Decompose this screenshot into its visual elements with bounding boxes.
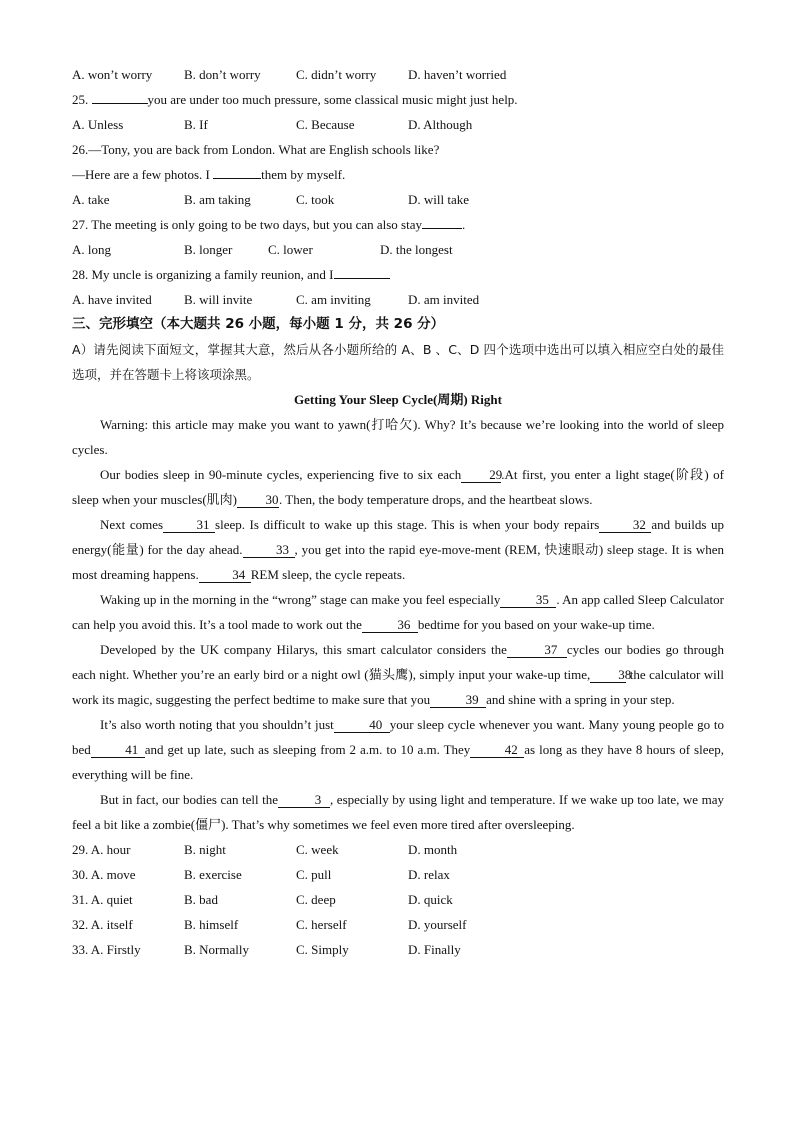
question-text: 27. The meeting is only going to be two days, but you can also stay	[72, 217, 422, 232]
passage-paragraph-2	[72, 462, 724, 512]
passage-paragraph-3	[72, 512, 724, 587]
passage-paragraph-7	[72, 787, 724, 837]
passage-text: , you get into the rapid eye-move-ment (REM, 快速眼动) sleep stage. It is when most dreaming happens.	[72, 542, 724, 582]
blank-29: 29	[461, 467, 501, 483]
passage-text: .At first, you enter a light stage(阶段) of sleep when your muscles(肌肉)	[72, 467, 724, 507]
option-c: C. deep	[296, 892, 336, 907]
option-a: 32. A. itself	[72, 917, 133, 932]
option-c: C. pull	[296, 867, 332, 882]
answer-blank	[92, 103, 148, 104]
passage-text: Waking up in the morning in the “wrong” stage can make you feel especially	[100, 592, 501, 607]
blank-35: 35	[500, 592, 556, 608]
passage-text: and get up late, such as sleeping from 2 a.m. to 10 a.m. They	[144, 742, 471, 757]
option-a: A. have invited	[72, 292, 152, 307]
option-d: D. relax	[408, 867, 450, 882]
passage-text: as long as they have 8 hours of sleep, everything will be fine.	[72, 742, 724, 782]
passage-text: your sleep cycle whenever you want. Many young people go to bed	[72, 717, 725, 757]
option-c: C. herself	[296, 917, 347, 932]
options-30	[72, 862, 724, 887]
option-a: 31. A. quiet	[72, 892, 133, 907]
q24-options	[72, 62, 724, 87]
blank-32: 32	[599, 517, 651, 533]
option-d: D. Although	[408, 117, 473, 132]
blank-38: 38	[590, 667, 626, 683]
passage-paragraph-1: Warning: this article may make you want to yawn(打哈欠). Why? It’s because we’re looking into the world of sleep cycles.	[72, 417, 724, 457]
option-b: B. don’t worry	[184, 67, 261, 82]
option-c: C. didn’t worry	[296, 67, 377, 82]
passage-text: REM sleep, the cycle repeats.	[250, 567, 406, 582]
answer-blank	[422, 228, 462, 229]
passage-text: and shine with a spring in your step.	[486, 692, 675, 707]
answer-blank	[334, 278, 390, 279]
section-heading: 三、完形填空（本大题共 26 小题，每小题 1 分，共 26 分）	[72, 316, 445, 332]
option-d: D. quick	[408, 892, 453, 907]
option-b: B. bad	[184, 892, 218, 907]
blank-42: 42	[470, 742, 524, 758]
q26-options	[72, 187, 724, 212]
passage-text: . An app called Sleep Calculator can help you avoid this. It’s a tool made to work out the	[72, 592, 724, 632]
option-b: B. If	[184, 117, 208, 132]
option-d: D. yourself	[408, 917, 467, 932]
blank-37: 37	[507, 642, 567, 658]
question-26-line1: 26.—Tony, you are back from London. What are English schools like?	[72, 142, 440, 157]
question-25	[72, 87, 724, 112]
question-text: 28. My uncle is organizing a family reunion, and I	[72, 267, 334, 282]
option-list	[72, 837, 724, 962]
passage-text: It’s also worth noting that you shouldn’t just	[100, 717, 334, 732]
answer-blank	[213, 178, 261, 179]
option-c: C. Simply	[296, 942, 349, 957]
options-29	[72, 837, 724, 862]
option-d: D. the longest	[380, 242, 453, 257]
passage-text: . Then, the body temperature drops, and the heartbeat slows.	[279, 492, 593, 507]
passage-text: bedtime for you based on your wake-up time.	[417, 617, 655, 632]
q27-options	[72, 237, 724, 262]
q28-options	[72, 287, 724, 312]
question-number: 25.	[72, 92, 89, 107]
option-b: B. Normally	[184, 942, 249, 957]
passage-text: the calculator will work its magic, suggesting the perfect bedtime to make sure that you	[72, 667, 724, 707]
question-text: you are under too much pressure, some classical music might just help.	[147, 92, 518, 107]
blank-43: 3	[278, 792, 330, 808]
option-d: D. will take	[408, 192, 470, 207]
option-d: D. am invited	[408, 292, 480, 307]
option-b: B. night	[184, 842, 226, 857]
option-b: B. exercise	[184, 867, 242, 882]
passage-title: Getting Your Sleep Cycle(周期) Right	[294, 392, 502, 407]
passage-paragraph-6	[72, 712, 724, 787]
passage-text: and builds up energy(能量) for the day ahead.	[72, 517, 724, 557]
blank-30: 30	[237, 492, 279, 508]
passage-paragraph-5	[72, 637, 724, 712]
passage-text: Developed by the UK company Hilarys, this smart calculator considers the	[100, 642, 507, 657]
options-33	[72, 937, 724, 962]
option-b: B. will invite	[184, 292, 253, 307]
q25-options	[72, 112, 724, 137]
option-d: D. haven’t worried	[408, 67, 507, 82]
option-d: D. month	[408, 842, 458, 857]
option-c: C. am inviting	[296, 292, 371, 307]
option-a: A. take	[72, 192, 110, 207]
exam-page	[72, 62, 724, 962]
blank-39: 39	[430, 692, 486, 708]
blank-41: 41	[91, 742, 145, 758]
blank-34: 34	[199, 567, 251, 583]
options-31	[72, 887, 724, 912]
question-26-line2	[72, 162, 724, 187]
period: .	[462, 217, 466, 232]
passage-text: But in fact, our bodies can tell the	[100, 792, 279, 807]
passage-text: Our bodies sleep in 90-minute cycles, experiencing five to six each	[100, 467, 462, 482]
section-instruction: A）请先阅读下面短文，掌握其大意，然后从各小题所给的 A、B 、C、D 四个选项中选出可以填入相应空白处的最佳选项，并在答题卡上将该项涂黑。	[72, 342, 724, 382]
question-text: —Here are a few photos. I	[72, 167, 210, 182]
option-b: B. am taking	[184, 192, 251, 207]
option-c: C. week	[296, 842, 339, 857]
passage-paragraph-4	[72, 587, 724, 637]
option-a: A. Unless	[72, 117, 124, 132]
option-a: 29. A. hour	[72, 842, 131, 857]
option-a: 30. A. move	[72, 867, 136, 882]
option-a: A. won’t worry	[72, 67, 153, 82]
option-b: B. longer	[184, 242, 233, 257]
passage-text: , especially by using light and temperature. If we wake up too late, we may feel a bit like a zombie(僵尸). That’s why sometimes we feel even more tired after oversleeping.	[72, 792, 724, 832]
option-a: A. long	[72, 242, 111, 257]
question-27	[72, 212, 724, 237]
option-c: C. lower	[268, 242, 313, 257]
passage-text: cycles our bodies go through each night. Whether you’re an early bird or a night owl (猫头鹰), simply input your wake-up time,	[72, 642, 725, 682]
blank-31: 31	[163, 517, 215, 533]
options-32	[72, 912, 724, 937]
option-a: 33. A. Firstly	[72, 942, 141, 957]
option-c: C. Because	[296, 117, 355, 132]
option-b: B. himself	[184, 917, 239, 932]
blank-33: 33	[243, 542, 295, 558]
blank-40: 40	[334, 717, 390, 733]
blank-36: 36	[362, 617, 418, 633]
option-c: C. took	[296, 192, 335, 207]
question-28	[72, 262, 724, 287]
passage-text: sleep. Is difficult to wake up this stage. This is when your body repairs	[215, 517, 600, 532]
question-text: them by myself.	[261, 167, 346, 182]
option-d: D. Finally	[408, 942, 461, 957]
passage-text: Next comes	[100, 517, 164, 532]
